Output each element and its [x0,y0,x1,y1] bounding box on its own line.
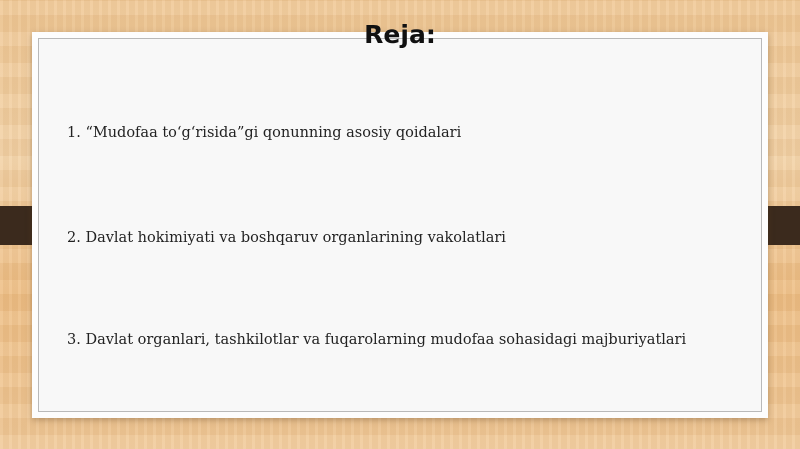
slide-card [32,32,768,418]
slide-inner-border [38,38,762,412]
plan-item-2: 2. Davlat hokimiyati va boshqaruv organlarining vakolatlari [67,230,506,246]
plan-item-1: 1. “Mudofaa to‘g‘risida”gi qonunning asosiy qoidalari [67,125,462,141]
slide-title: Reja: [364,20,436,49]
plan-item-3: 3. Davlat organlari, tashkilotlar va fuqarolarning mudofaa sohasidagi majburiyatlari [67,332,687,348]
